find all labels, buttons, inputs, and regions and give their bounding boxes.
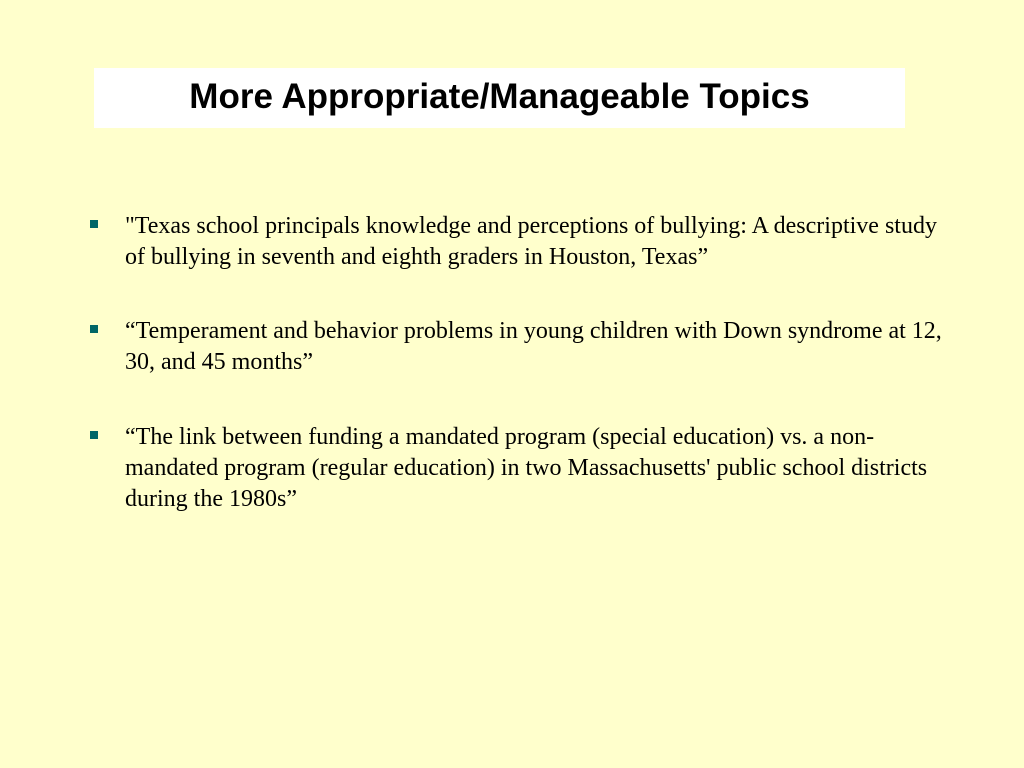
bullet-text: "Texas school principals knowledge and perceptions of bullying: A descriptive study of bullying in seventh and eighth graders in Houston, Texas” [125,213,937,270]
bullet-item [88,316,958,378]
bullet-text: “The link between funding a mandated program (special education) vs. a non-mandated program (regular education) in two Massachusetts' public school districts during the 1980s” [125,424,928,512]
square-bullet-icon [90,220,98,228]
bullet-list [88,211,958,557]
slide-title: More Appropriate/Manageable Topics [189,76,810,116]
title-box [94,68,905,128]
bullet-item [88,422,958,515]
bullet-item [88,211,958,273]
bullet-text: “Temperament and behavior problems in young children with Down syndrome at 12, 30, and 45 months” [125,318,942,375]
square-bullet-icon [90,325,98,333]
square-bullet-icon [90,431,98,439]
